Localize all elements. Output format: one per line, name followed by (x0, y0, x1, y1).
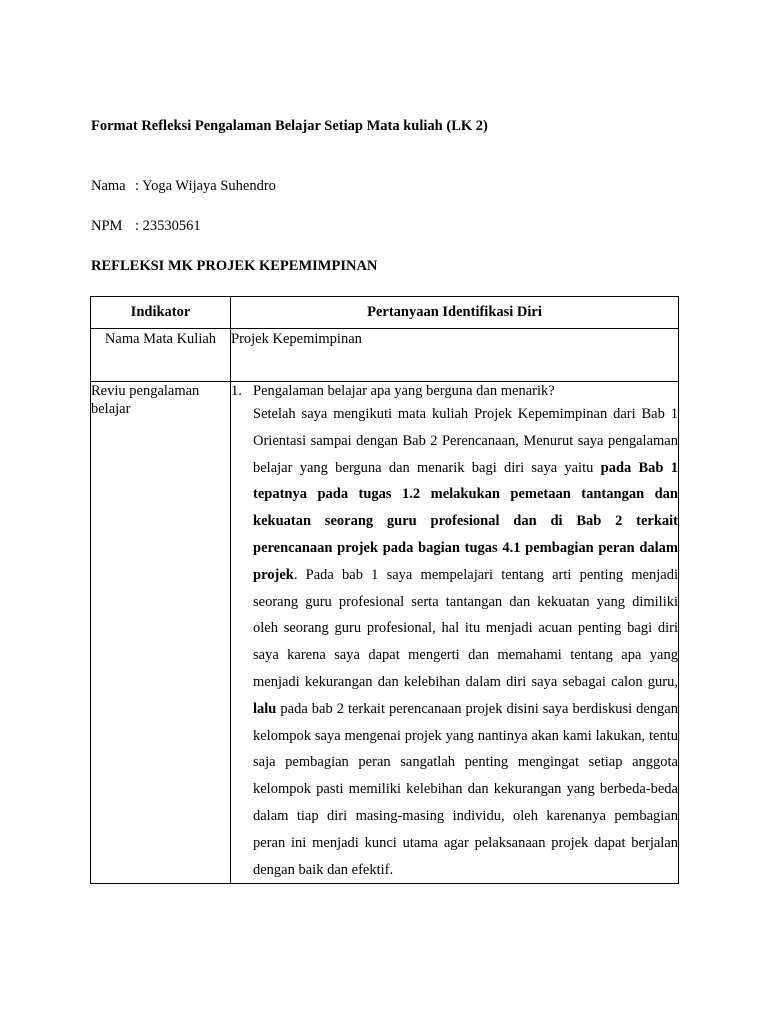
name-value: : Yoga Wijaya Suhendro (135, 178, 276, 194)
npm-label: NPM (91, 218, 123, 234)
name-field (91, 176, 276, 196)
question-item (231, 382, 678, 400)
course-name-value: Projek Kepemimpinan (231, 329, 679, 382)
answer-text: . Pada bab 1 saya mempelajari tentang arti penting menjadi seorang guru profesional serta tantangan dan kekuatan yang dimiliki oleh seorang guru profesional, hal itu menjadi acuan penting bagi diri saya karena saya dapat mengerti dan memahami tentang apa yang menjadi kekurangan dan kelebihan dalam diri saya sebagai calon guru, (253, 566, 678, 690)
table-header-row (91, 297, 679, 329)
answer-emphasis: pada Bab 1 tepatnya pada tugas 1.2 melakukan pemetaan tantangan dan kekuatan seorang guru profesional dan di Bab 2 terkait perencanaan projek pada bagian tugas 4.1 pembagian peran dalam projek (253, 459, 678, 583)
header-pertanyaan: Pertanyaan Identifikasi Diri (231, 297, 679, 329)
npm-field (91, 216, 201, 236)
course-name-label: Nama Mata Kuliah (91, 329, 231, 382)
question-number: 1. (231, 383, 242, 399)
answer-text: Setelah saya mengikuti mata kuliah Projek Kepemimpinan dari Bab 1 Orientasi sampai dengan Bab 2 Perencanaan, Menurut saya pengalaman belajar yang berguna dan menarik bagi diri saya yaitu (253, 406, 678, 476)
header-indikator: Indikator (91, 297, 231, 329)
table-row (91, 329, 679, 382)
npm-value: : 23530561 (135, 218, 201, 234)
review-body (231, 382, 679, 884)
answer-text: pada bab 2 terkait perencanaan projek disini saya berdiskusi dengan kelompok saya mengenai projek yang nantinya akan kami lakukan, tentu saja pembagian peran sangatlah penting mengingat setiap anggota kelompok pasti memiliki kelebihan dan kekurangan yang berbeda-beda dalam tiap diri masing-masing individu, oleh karenanya pembagian peran ini menjadi kunci utama agar pelaksanaan projek dapat berjalan dengan baik dan efektif. (253, 700, 678, 878)
name-label: Nama (91, 178, 126, 194)
answer-paragraph (253, 401, 678, 883)
document-title: Format Refleksi Pengalaman Belajar Setiap Mata kuliah (LK 2) (91, 118, 488, 134)
reflection-table (90, 296, 679, 884)
section-heading: REFLEKSI MK PROJEK KEPEMIMPINAN (91, 258, 378, 274)
answer-emphasis: lalu (253, 700, 277, 717)
review-label: Reviu pengalaman belajar (91, 382, 231, 884)
question-text: Pengalaman belajar apa yang berguna dan menarik? (253, 383, 555, 399)
table-row (91, 382, 679, 884)
